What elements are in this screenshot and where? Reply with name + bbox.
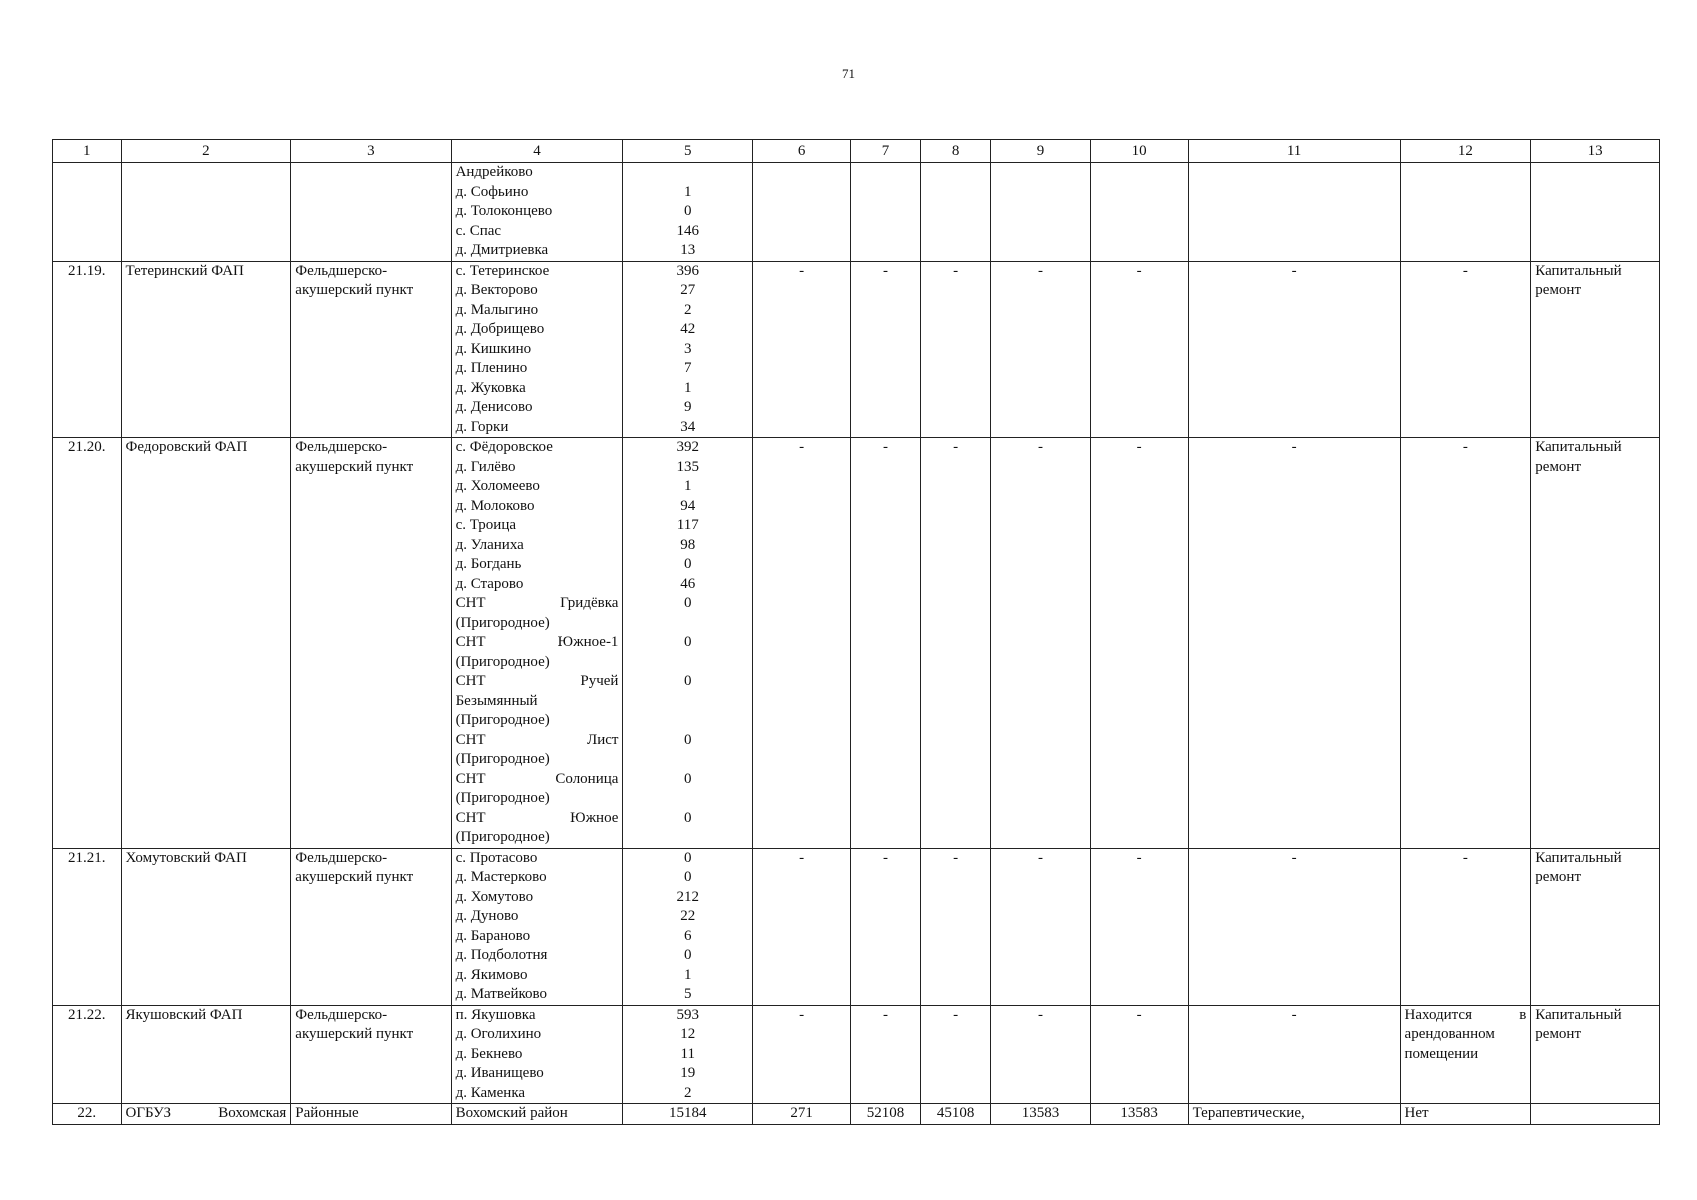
header-row [53, 140, 1660, 163]
empty-dash: - [851, 438, 921, 849]
facility-type: Фельдшерско- акушерский пункт [291, 848, 451, 1005]
header-cell: 3 [291, 140, 451, 163]
premises-note: Находится в арендованном помещении [1400, 1005, 1531, 1104]
empty-dash: - [1188, 438, 1400, 849]
settlements-cell: с. Тетеринское д. Векторово д. Малыгино д. Добрищево д. Кишкино д. Пленино д. Жуковка д. Денисово д. Горки [451, 261, 623, 438]
empty-dash: - [851, 848, 921, 1005]
facility-name: Федоровский ФАП [121, 438, 291, 849]
table-row [53, 438, 1660, 849]
header-cell: 8 [920, 140, 991, 163]
table-row [53, 261, 1660, 438]
empty-dash: - [851, 1005, 921, 1104]
empty-dash: - [991, 848, 1090, 1005]
empty-dash: - [1400, 261, 1531, 438]
header-cell: 13 [1531, 140, 1660, 163]
table-row [53, 1104, 1660, 1125]
repair-note: Капитальный ремонт [1531, 1005, 1660, 1104]
settlements-cell: Андрейково д. Софьино д. Толоконцево с. Спас д. Дмитриевка [451, 163, 623, 262]
row-number: 22. [53, 1104, 122, 1125]
facility-type: Фельдшерско- акушерский пункт [291, 438, 451, 849]
header-cell: 12 [1400, 140, 1531, 163]
facility-type: Фельдшерско- акушерский пункт [291, 261, 451, 438]
row-number: 21.22. [53, 1005, 122, 1104]
empty-dash: - [1090, 261, 1188, 438]
empty-dash: - [753, 1005, 851, 1104]
population-cell: 1 0 146 13 [623, 163, 753, 262]
row-number: 21.21. [53, 848, 122, 1005]
table-row [53, 848, 1660, 1005]
value-cell: 45108 [920, 1104, 991, 1125]
value-cell: Терапевтические, [1188, 1104, 1400, 1125]
header-cell: 9 [991, 140, 1090, 163]
table-row [53, 1005, 1660, 1104]
value-cell: 52108 [851, 1104, 921, 1125]
value-cell: 13583 [1090, 1104, 1188, 1125]
header-cell: 6 [753, 140, 851, 163]
header-cell: 2 [121, 140, 291, 163]
population-cell: 396 27 2 42 3 7 1 9 34 [623, 261, 753, 438]
header-cell: 11 [1188, 140, 1400, 163]
value-cell: 13583 [991, 1104, 1090, 1125]
empty-dash: - [1090, 438, 1188, 849]
empty-dash: - [920, 438, 991, 849]
empty-dash: - [991, 261, 1090, 438]
empty-dash: - [1090, 1005, 1188, 1104]
value-cell: 271 [753, 1104, 851, 1125]
facility-name: Тетеринский ФАП [121, 261, 291, 438]
empty-dash: - [753, 438, 851, 849]
empty-dash: - [991, 438, 1090, 849]
facilities-table [52, 139, 1660, 1125]
facility-name: Якушовский ФАП [121, 1005, 291, 1104]
facility-type: Районные [291, 1104, 451, 1125]
header-cell: 5 [623, 140, 753, 163]
population-cell: 593 12 11 19 2 [623, 1005, 753, 1104]
page-number: 71 [842, 66, 855, 81]
settlements-cell: Вохомский район [451, 1104, 623, 1125]
empty-dash: - [1188, 261, 1400, 438]
empty-dash: - [753, 848, 851, 1005]
empty-dash: - [991, 1005, 1090, 1104]
facility-type: Фельдшерско- акушерский пункт [291, 1005, 451, 1104]
empty-dash: - [1090, 848, 1188, 1005]
empty-dash: - [753, 261, 851, 438]
header-cell: 4 [451, 140, 623, 163]
header-cell: 1 [53, 140, 122, 163]
empty-dash: - [1400, 848, 1531, 1005]
empty-dash: - [1188, 1005, 1400, 1104]
settlements-cell: с. Фёдоровское д. Гилёво д. Холомеево д. Молоково с. Троица д. Уланиха д. Богдань д. Старово СНТ Гридёвка (Пригородное) СНТ Южное-1 (Пригородное) СНТ Ручей Безымянный (Пригородное) СНТ Лист (Пригородное) СНТ Солоница (Пригородное) СНТ Южное (Пригородное) [451, 438, 623, 849]
empty-dash: - [920, 848, 991, 1005]
row-number: 21.20. [53, 438, 122, 849]
empty-dash: - [1400, 438, 1531, 849]
row-number: 21.19. [53, 261, 122, 438]
value-cell: Нет [1400, 1104, 1531, 1125]
repair-note: Капитальный ремонт [1531, 261, 1660, 438]
population-cell: 392 135 1 94 117 98 0 46 0 0 0 0 0 0 [623, 438, 753, 849]
empty-dash: - [851, 261, 921, 438]
table-row [53, 163, 1660, 262]
empty-dash: - [920, 261, 991, 438]
settlements-cell: с. Протасово д. Мастерково д. Хомутово д. Дуново д. Бараново д. Подболотня д. Якимово д. Матвейково [451, 848, 623, 1005]
repair-note: Капитальный ремонт [1531, 438, 1660, 849]
facility-name: ОГБУЗ Вохомская [121, 1104, 291, 1125]
empty-dash: - [1188, 848, 1400, 1005]
header-cell: 10 [1090, 140, 1188, 163]
population-cell: 15184 [623, 1104, 753, 1125]
repair-note: Капитальный ремонт [1531, 848, 1660, 1005]
header-cell: 7 [851, 140, 921, 163]
empty-dash: - [920, 1005, 991, 1104]
settlements-cell: п. Якушовка д. Оголихино д. Бекнево д. Иванищево д. Каменка [451, 1005, 623, 1104]
population-cell: 0 0 212 22 6 0 1 5 [623, 848, 753, 1005]
facility-name: Хомутовский ФАП [121, 848, 291, 1005]
